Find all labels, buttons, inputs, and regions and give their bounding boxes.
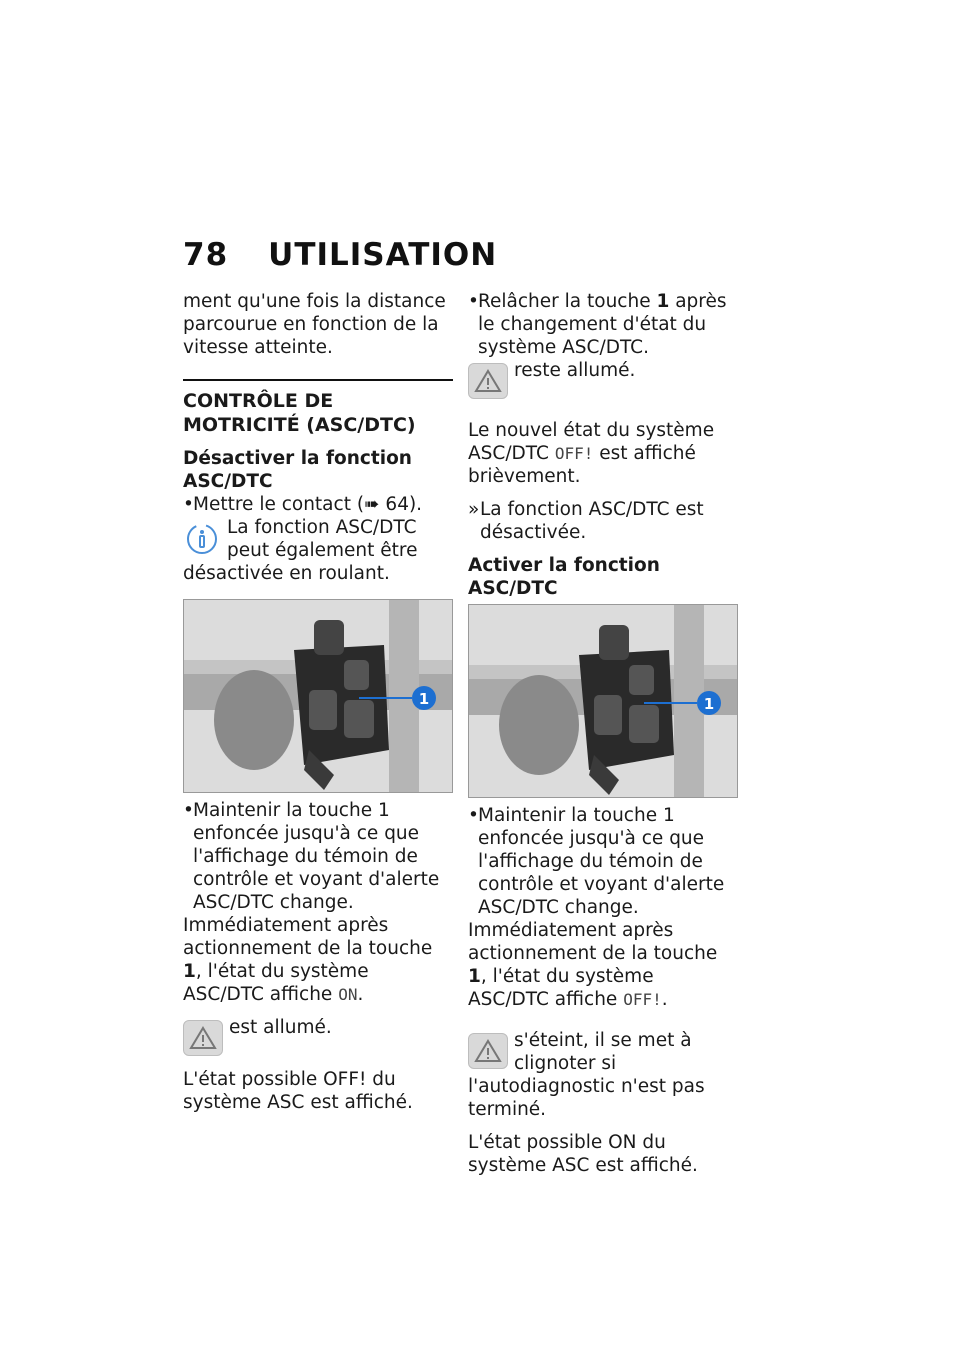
possible-state-text: L'état possible ON du système ASC est affiché.: [468, 1132, 698, 1176]
warning-note-2-text: s'éteint, il se met à clignoter si l'autodiagnostic n'est pas terminé.: [468, 1030, 705, 1120]
step-hold-button: • Maintenir la touche 1 enfoncée jusqu'à ce que l'affichage du témoin de contrôle et voyant d'alerte ASC/DTC change.: [183, 799, 453, 914]
new-state-text: Le nouvel état du système ASC/DTC OFF! est affiché brièvement.: [468, 420, 715, 487]
figure-callout: 1: [703, 695, 715, 713]
right-column: [468, 290, 740, 1177]
result-deactivated: » La fonction ASC/DTC est désactivée.: [468, 498, 740, 544]
possible-state-text: L'état possible OFF! du système ASC est affiché.: [183, 1069, 413, 1113]
state-off: OFF!: [554, 444, 594, 463]
subhead-deactivate: Désactiver la fonction ASC/DTC: [183, 448, 412, 492]
intro-text: ment qu'une fois la distance parcourue en fonction de la vitesse atteinte.: [183, 291, 446, 358]
state-on: ON: [338, 985, 358, 1004]
step-hold-button: • Maintenir la touche 1 enfoncée jusqu'à ce que l'affichage du témoin de contrôle et voyant d'alerte ASC/DTC change.: [468, 804, 740, 919]
warning-lamp-icon: [183, 1020, 223, 1056]
info-icon: [183, 520, 221, 558]
step-ignition: • Mettre le contact (➠ 64).: [183, 493, 453, 516]
handlebar-switch-figure: [183, 599, 453, 793]
section-divider: [183, 379, 453, 381]
page-number: 78: [183, 237, 229, 273]
info-note-text: La fonction ASC/DTC peut également être désactivée en roulant.: [183, 517, 418, 584]
page-header: [183, 237, 497, 273]
immediate-state-text: Immédiatement après actionnement de la touche 1, l'état du système ASC/DTC affiche OFF!.: [468, 920, 718, 1010]
figure-callout: 1: [418, 690, 430, 708]
step-release-button: • Relâcher la touche 1 après le changement d'état du système ASC/DTC.: [468, 290, 740, 359]
warning-note-1: [468, 359, 740, 401]
info-note: [183, 516, 453, 585]
warning-note: [183, 1016, 453, 1058]
warning-note-2: [468, 1029, 740, 1121]
page-section-title: UTILISATION: [268, 237, 498, 273]
subhead-activate: Activer la fonction ASC/DTC: [468, 555, 660, 599]
immediate-state-text: Immédiatement après actionnement de la touche 1, l'état du système ASC/DTC affiche ON.: [183, 915, 433, 1005]
section-title: CONTRÔLE DE MOTRICITÉ (ASC/DTC): [183, 390, 416, 436]
warning-lamp-icon: [468, 1033, 508, 1069]
state-off: OFF!: [623, 990, 662, 1009]
left-column: [183, 290, 453, 1114]
handlebar-switch-figure: [468, 604, 738, 798]
warning-note-1-text: reste allumé.: [514, 360, 636, 381]
warning-lamp-icon: [468, 363, 508, 399]
warning-note-text: est allumé.: [229, 1017, 332, 1038]
